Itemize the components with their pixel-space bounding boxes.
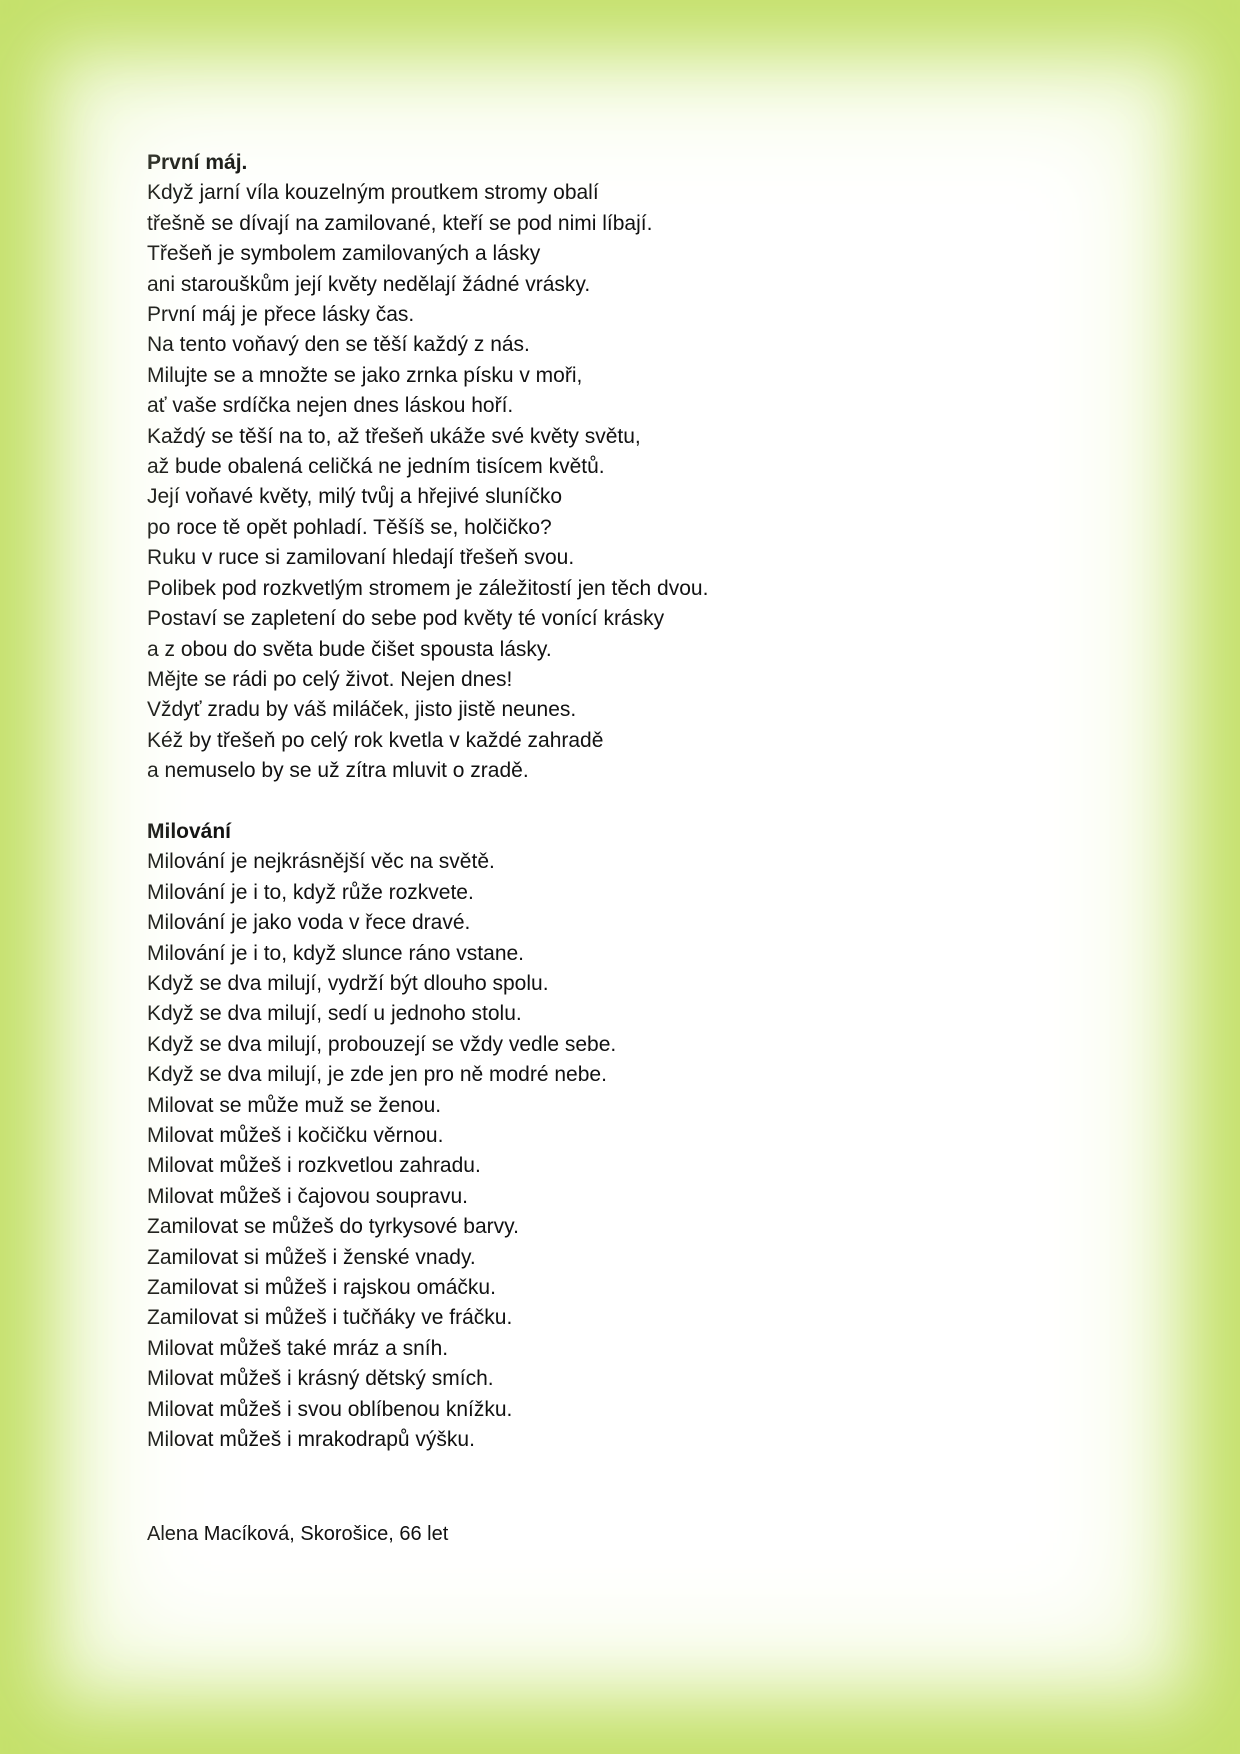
poem-line: Milovat můžeš i krásný dětský smích. — [147, 1367, 494, 1391]
poem-line: Její voňavé květy, milý tvůj a hřejivé sluníčko — [147, 485, 563, 509]
poem-line: třešně se dívají na zamilované, kteří se pod nimi líbají. — [147, 211, 653, 235]
poem-line: Když se dva milují, probouzejí se vždy vedle sebe. — [147, 1032, 617, 1056]
poem-line: Když se dva milují, sedí u jednoho stolu. — [147, 1002, 522, 1026]
poem-line: Milování je i to, když růže rozkvete. — [147, 880, 474, 904]
poem-line: Zamilovat se můžeš do tyrkysové barvy. — [147, 1215, 519, 1239]
poem-line: Milovat se může muž se ženou. — [147, 1093, 442, 1117]
poem-line: Ruku v ruce si zamilovaní hledají třešeň svou. — [147, 546, 575, 570]
poem-prvni-maj — [147, 148, 1107, 787]
poem-lines — [147, 847, 1107, 1455]
poem-line: Zamilovat si můžeš i ženské vnady. — [147, 1245, 476, 1269]
poem-line: Postaví se zapletení do sebe pod květy té vonící krásky — [147, 607, 665, 631]
poem-line: Milovat můžeš i mrakodrapů výšku. — [147, 1428, 475, 1452]
author-signature: Alena Macíková, Skorošice, 66 let — [147, 1523, 449, 1545]
poem-line: Když se dva milují, vydrží být dlouho spolu. — [147, 971, 549, 995]
poem-line: Milovat můžeš také mráz a sníh. — [147, 1336, 449, 1360]
poem-line: Polibek pod rozkvetlým stromem je záležitostí jen těch dvou. — [147, 576, 709, 600]
poem-line: Kéž by třešeň po celý rok kvetla v každé zahradě — [147, 728, 604, 752]
poem-line: a nemuselo by se už zítra mluvit o zradě. — [147, 759, 529, 783]
poem-line: ať vaše srdíčka nejen dnes láskou hoří. — [147, 394, 514, 418]
poem-line: po roce tě opět pohladí. Těšíš se, holčičko? — [147, 515, 552, 539]
poem-milovani — [147, 817, 1107, 1456]
poem-line: Na tento voňavý den se těší každý z nás. — [147, 333, 530, 357]
poem-line: až bude obalená celičká ne jedním tisícem květů. — [147, 455, 605, 479]
poem-line: Mějte se rádi po celý život. Nejen dnes! — [147, 667, 513, 691]
poem-line: Zamilovat si můžeš i rajskou omáčku. — [147, 1276, 496, 1300]
poem-line: Když jarní víla kouzelným proutkem stromy obalí — [147, 181, 599, 205]
poem-line: ani starouškům její květy nedělají žádné vrásky. — [147, 272, 591, 296]
poem-line: Když se dva milují, je zde jen pro ně modré nebe. — [147, 1063, 607, 1087]
stanza-gap — [147, 787, 1107, 817]
poem-line: Milování je i to, když slunce ráno vstane. — [147, 941, 525, 965]
poem-line: Zamilovat si můžeš i tučňáky ve fráčku. — [147, 1306, 513, 1330]
poem-line: Každý se těší na to, až třešeň ukáže své květy světu, — [147, 424, 641, 448]
poem-line: Milovat můžeš i čajovou soupravu. — [147, 1184, 468, 1208]
poem-title: Milování — [147, 819, 232, 843]
poem-line: Třešeň je symbolem zamilovaných a lásky — [147, 242, 541, 266]
poem-line: Milování je jako voda v řece dravé. — [147, 911, 471, 935]
poem-lines — [147, 178, 1107, 786]
poem-line: Milujte se a množte se jako zrnka písku v moři, — [147, 363, 583, 387]
poem-line: Milovat můžeš i kočičku věrnou. — [147, 1123, 444, 1147]
poem-line: První máj je přece lásky čas. — [147, 303, 415, 327]
poem-line: Milování je nejkrásnější věc na světě. — [147, 850, 495, 874]
poem-title: První máj. — [147, 151, 248, 174]
poem-line: a z obou do světa bude čišet spousta lásky. — [147, 637, 552, 661]
poems-container — [147, 148, 1107, 1455]
poem-line: Vždyť zradu by váš miláček, jisto jistě neunes. — [147, 698, 577, 722]
poem-line: Milovat můžeš i rozkvetlou zahradu. — [147, 1154, 481, 1178]
poem-line: Milovat můžeš i svou oblíbenou knížku. — [147, 1397, 513, 1421]
